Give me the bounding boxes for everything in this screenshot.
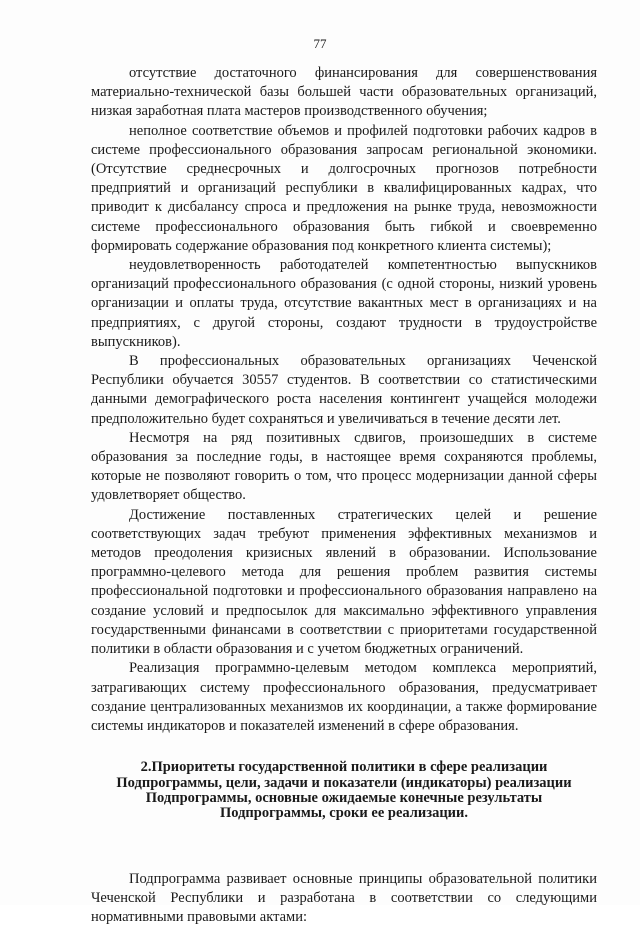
paragraph-program-method: Достижение поставленных стратегических целей и решение соответствующих задач требуют применения эффективных механизмов и методов преодоления кризисных явлений в образовании. Использование программно-целевого метода для решения проблем развития системы профессиональной подготовки и профессионального образования направлено на создание условий и предпосылок для максимально эффективного управления государственными финансами в соответствии с приоритетами государственной политики в области образования и с учетом бюджетных ограничений. <box>91 506 597 658</box>
paragraph-implementation: Реализация программно-целевым методом комплекса мероприятий, затрагивающих систему профессионального образования, предусматривает создание централизованных механизмов их координации, а также формирование системы индикаторов и показателей изменений в сфере образования. <box>91 660 597 734</box>
paragraph-employer-dissatisfaction: неудовлетворенность работодателей компетентностью выпускников организаций профессионального образования (с одной стороны, низкий уровень организации и оплаты труда, отсутствие вакантных мест в организациях и на предприятиях, с другой стороны, создают трудности в трудоустройстве выпускников). <box>91 257 597 350</box>
section-heading <box>91 760 597 822</box>
section-heading-line-4: Подпрограммы, сроки ее реализации. <box>219 805 469 822</box>
paragraph-funding: отсутствие достаточного финансирования для совершенствования материально-технической базы большей части образовательных организаций, низкая заработная плата мастеров производственного обучения; <box>91 65 597 120</box>
body-text <box>91 64 597 927</box>
paragraph-problems: Несмотря на ряд позитивных сдвигов, произошедших в системе образования за последние годы, в настоящее время сохраняются проблемы, которые не позволяют говорить о том, что процесс модернизации данной сферы удовлетворяет общество. <box>91 429 597 504</box>
paragraph-training-mismatch: неполное соответствие объемов и профилей подготовки рабочих кадров в системе профессионального образования запросам региональной экономики. (Отсутствие среднесрочных и долгосрочных прогнозов потребности предприятий и организаций республики в квалифицированных кадрах, что приводит к дисбалансу спроса и предложения на рынке труда, невозможности системе профессионального образования быть гибкой и своевременно формировать содержание образования под конкретного клиента системы); <box>91 122 597 254</box>
page-number: 77 <box>313 36 327 51</box>
section-heading-line-2: Подпрограммы, цели, задачи и показатели (индикаторы) реализации <box>116 774 572 791</box>
paragraph-students-count: В профессиональных образовательных организациях Чеченской Республики обучается 30557 студентов. В соответствии со статистическими данными демографического роста населения контингент учащейся молодежи предположительно будет сохраняться и увеличиваться в течение десяти лет. <box>91 353 597 427</box>
paragraph-subprogram-basis: Подпрограмма развивает основные принципы образовательной политики Чеченской Республики и разработана в соответствии со следующими нормативными правовыми актами: <box>91 870 597 926</box>
section-heading-line-3: Подпрограммы, основные ожидаемые конечные результаты <box>145 789 543 806</box>
section-heading-line-1: 2.Приоритеты государственной политики в сфере реализации <box>140 759 548 776</box>
